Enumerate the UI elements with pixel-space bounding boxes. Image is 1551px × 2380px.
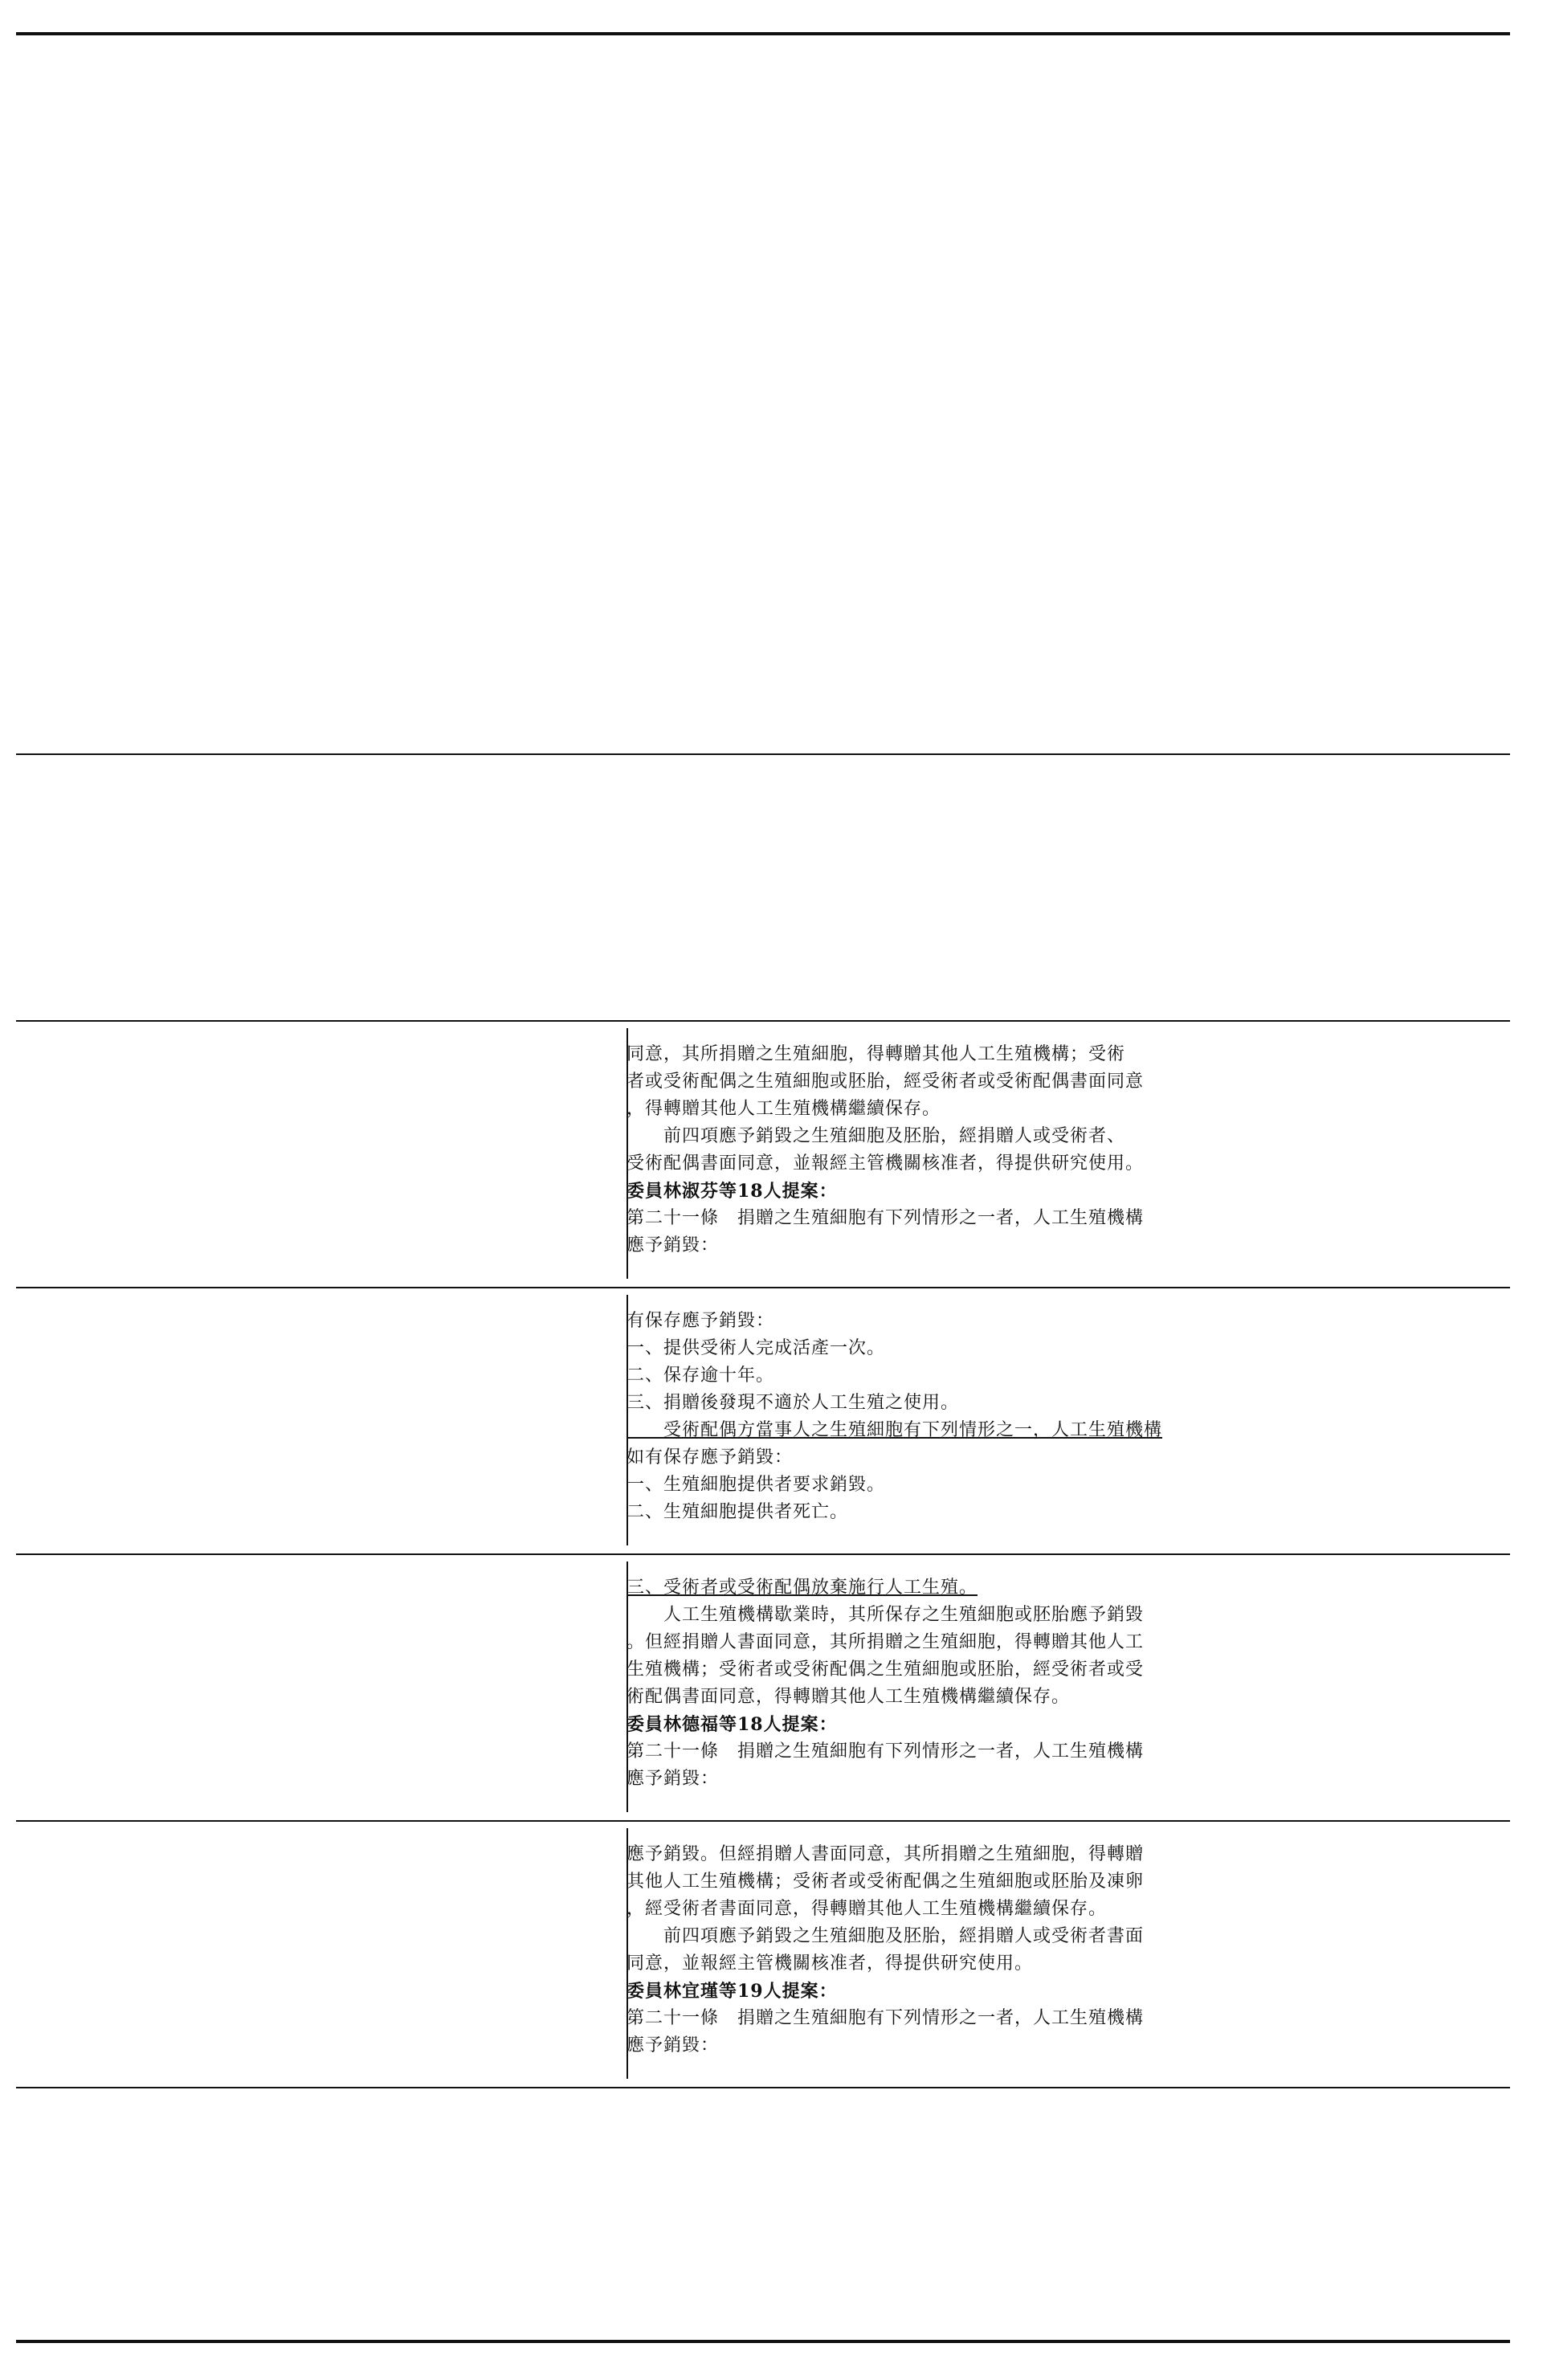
table-cell-text (627, 1561, 1510, 1812)
row-divider (16, 1553, 1510, 1555)
text-line: 二、生殖細胞提供者死亡。 (627, 1502, 849, 1522)
text-line: 第二十一條 捐贈之生殖細胞有下列情形之一者，人工生殖機構 (627, 2008, 1145, 2028)
table-bottom-border (16, 2087, 1510, 2088)
row-divider (16, 1287, 1510, 1288)
table-cell-text (627, 1828, 1510, 2079)
bottom-rule (16, 2340, 1510, 2343)
proposal-heading: 委員林宜瑾等19人提案： (627, 1981, 838, 2002)
text-line: 生殖機構；受術者或受術配偶之生殖細胞或胚胎，經受術者或受 (627, 1659, 1145, 1680)
text-line: 應予銷毀： (627, 1769, 720, 1789)
text-line: 有保存應予銷毀： (627, 1311, 775, 1331)
proposal-heading: 委員林淑芬等18人提案： (627, 1181, 838, 1202)
text-line: 前四項應予銷毀之生殖細胞及胚胎，經捐贈人或受術者、 (627, 1126, 1126, 1146)
table-cell-text (627, 1028, 1510, 1279)
text-line: 應予銷毀： (627, 2035, 720, 2055)
text-line: 同意，其所捐贈之生殖細胞，得轉贈其他人工生殖機構；受術 (627, 1044, 1126, 1064)
text-line: 如有保存應予銷毀： (627, 1447, 794, 1468)
text-line: 二、保存逾十年。 (627, 1366, 775, 1386)
text-line: 第二十一條 捐贈之生殖細胞有下列情形之一者，人工生殖機構 (627, 1208, 1145, 1228)
top-rule (16, 32, 1510, 35)
text-line: 三、捐贈後發現不適於人工生殖之使用。 (627, 1393, 960, 1413)
row-divider (16, 1820, 1510, 1822)
table-row (16, 1295, 1510, 1545)
text-line: 第二十一條 捐贈之生殖細胞有下列情形之一者，人工生殖機構 (627, 1741, 1145, 1762)
text-line: 其他人工生殖機構；受術者或受術配偶之生殖細胞或胚胎及凍卵 (627, 1872, 1145, 1892)
document-table (16, 1020, 1510, 2096)
table-top-border (16, 1020, 1510, 1022)
table-cell-side (16, 1295, 627, 1545)
text-line: ，經受術者書面同意，得轉贈其他人工生殖機構繼續保存。 (627, 1899, 1108, 1919)
text-line: 術配偶書面同意，得轉贈其他人工生殖機構繼續保存。 (627, 1687, 1071, 1707)
table-row (16, 1828, 1510, 2079)
text-line: ，得轉贈其他人工生殖機構繼續保存。 (627, 1099, 941, 1119)
text-line: 。但經捐贈人書面同意，其所捐贈之生殖細胞，得轉贈其他人工 (627, 1632, 1145, 1652)
table-cell-side (16, 1828, 627, 2079)
text-line-underlined: 三、受術者或受術配偶放棄施行人工生殖。 (627, 1578, 978, 1598)
text-line: 一、提供受術人完成活產一次。 (627, 1338, 886, 1358)
text-line: 者或受術配偶之生殖細胞或胚胎，經受術者或受術配偶書面同意 (627, 1072, 1145, 1092)
page-divider (16, 753, 1510, 755)
text-line: 應予銷毀。但經捐贈人書面同意，其所捐贈之生殖細胞，得轉贈 (627, 1844, 1145, 1864)
text-line: 人工生殖機構歇業時，其所保存之生殖細胞或胚胎應予銷毀 (627, 1605, 1145, 1625)
table-cell-side (16, 1561, 627, 1812)
text-line: 受術配偶書面同意，並報經主管機關核准者，得提供研究使用。 (627, 1153, 1145, 1174)
text-line: 前四項應予銷毀之生殖細胞及胚胎，經捐贈人或受術者書面 (627, 1926, 1145, 1946)
table-row (16, 1028, 1510, 1279)
table-cell-side (16, 1028, 627, 1279)
proposal-heading: 委員林德福等18人提案： (627, 1714, 838, 1735)
table-row (16, 1561, 1510, 1812)
text-line: 一、生殖細胞提供者要求銷毀。 (627, 1475, 886, 1495)
text-line: 同意，並報經主管機關核准者，得提供研究使用。 (627, 1953, 1034, 1974)
text-line-underlined: 受術配偶方當事人之生殖細胞有下列情形之一，人工生殖機構 (627, 1420, 1163, 1440)
table-cell-text (627, 1295, 1510, 1545)
text-line: 應予銷毀： (627, 1235, 720, 1255)
